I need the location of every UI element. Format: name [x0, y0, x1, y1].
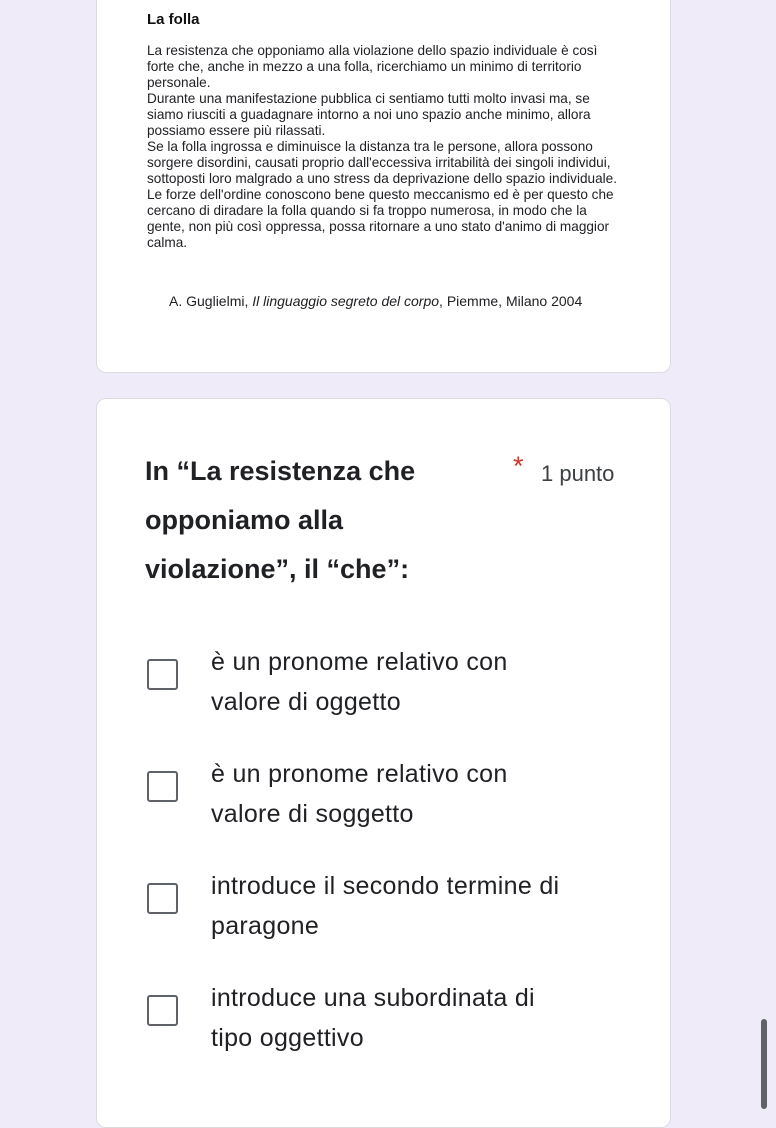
passage-citation — [169, 293, 582, 309]
option-pronome-oggetto[interactable] — [141, 642, 561, 726]
citation-publisher: , Piemme, Milano 2004 — [439, 293, 583, 309]
option-pronome-soggetto[interactable] — [141, 754, 561, 838]
citation-author: A. Guglielmi, — [169, 293, 253, 309]
question-card — [96, 398, 671, 1128]
passage-paragraph: La resistenza che opponiamo alla violazione dello spazio individuale è così forte che, anche in mezzo a una folla, ricerchiamo un minimo di territorio personale. — [147, 43, 598, 90]
option-label: introduce una subordinata di tipo oggettivo — [211, 984, 535, 1052]
scrollbar-thumb[interactable] — [761, 1019, 767, 1109]
passage-title: La folla — [147, 11, 200, 28]
passage-paragraph: Durante una manifestazione pubblica ci sentiamo tutti molto invasi ma, se siamo riusciti a guadagnare intorno a noi uno spazio anche minimo, allora possiamo essere più rilassati. — [147, 91, 591, 138]
question-title: In “La resistenza che opponiamo alla violazione”, il “che”: — [145, 456, 416, 584]
citation-book: Il linguaggio segreto del corpo — [252, 293, 440, 309]
passage-paragraph: Le forze dell'ordine conoscono bene questo meccanismo ed è per questo che cercano di diradare la folla quando si fa troppo numerosa, in modo che la gente, non più così oppressa, possa ritornare a uno stato d'animo di maggior calma. — [147, 187, 614, 250]
checkbox[interactable] — [147, 659, 178, 690]
option-secondo-termine-paragone[interactable] — [141, 866, 561, 950]
passage-card — [96, 0, 671, 373]
checkbox[interactable] — [147, 995, 178, 1026]
question-points: 1 punto — [541, 461, 615, 486]
required-asterisk: * — [513, 451, 524, 481]
option-subordinata-oggettiva[interactable] — [141, 978, 561, 1062]
option-label: è un pronome relativo con valore di oggetto — [211, 648, 508, 716]
option-label: è un pronome relativo con valore di soggetto — [211, 760, 508, 828]
passage-paragraph: Se la folla ingrossa e diminuisce la distanza tra le persone, allora possono sorgere disordini, causati proprio dall'eccessiva irritabilità dei singoli individui, sottoposti loro malgrado a uno stress da deprivazione dello spazio individuale. — [147, 139, 618, 186]
checkbox[interactable] — [147, 771, 178, 802]
option-label: introduce il secondo termine di paragone — [211, 872, 560, 940]
checkbox[interactable] — [147, 883, 178, 914]
passage-text — [147, 43, 625, 251]
